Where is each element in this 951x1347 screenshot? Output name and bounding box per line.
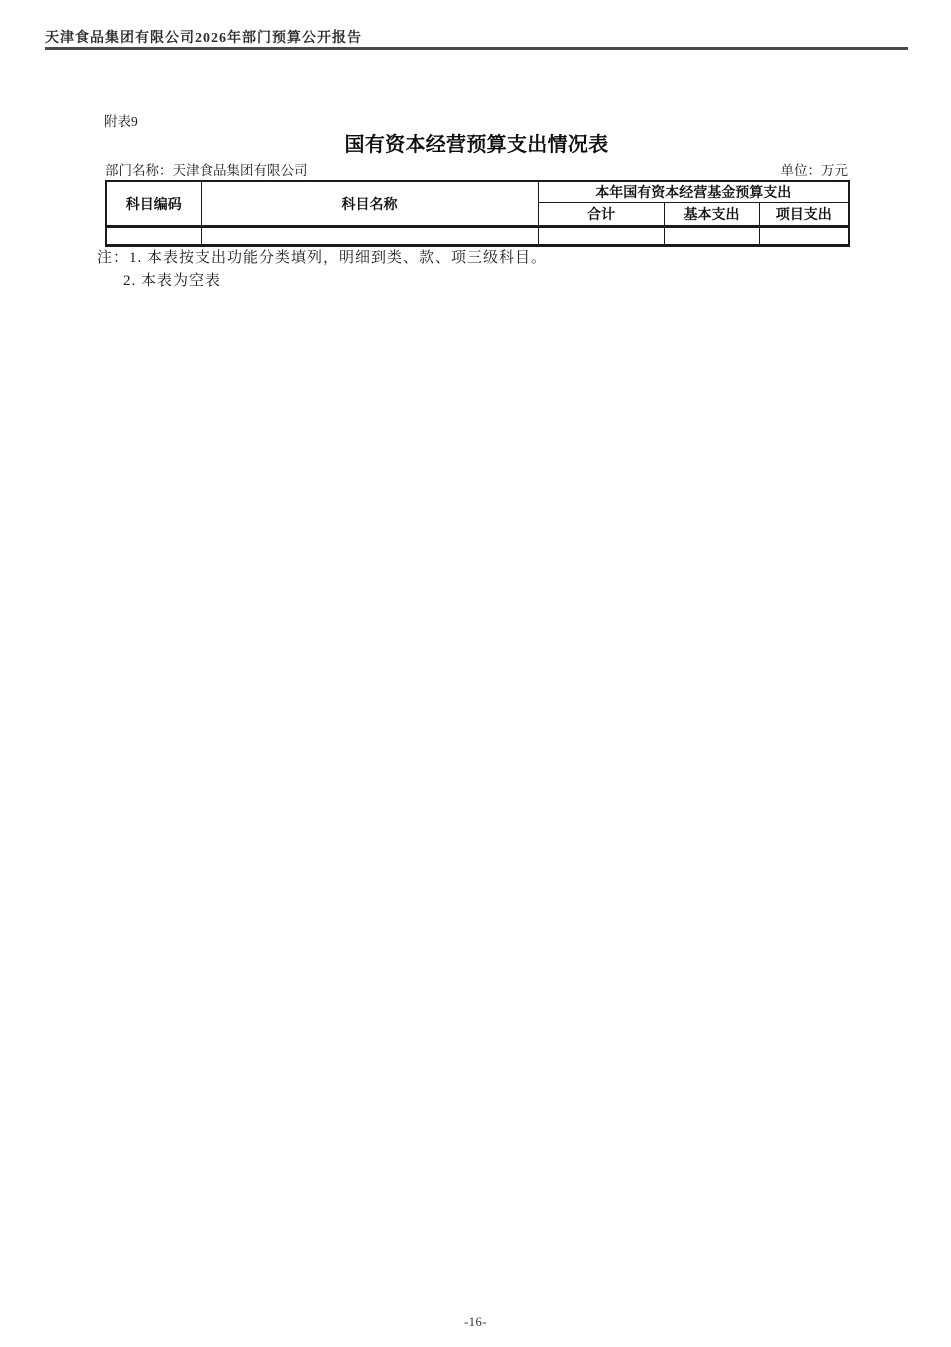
col-header-subject-code: 科目编码 — [106, 181, 201, 227]
report-title: 国有资本经营预算支出情况表 — [344, 134, 609, 156]
col-header-subject-name: 科目名称 — [201, 181, 538, 227]
table-meta-row — [105, 159, 848, 179]
col-header-basic-expenditure: 基本支出 — [664, 203, 759, 227]
attachment-label: 附表9 — [104, 114, 138, 129]
cell-project-expenditure — [759, 227, 849, 246]
running-header-title: 天津食品集团有限公司2026年部门预算公开报告 — [45, 31, 362, 46]
page-number: -16- — [464, 1315, 487, 1329]
cell-subject-code — [106, 227, 201, 246]
budget-table-body — [106, 227, 849, 246]
col-header-total: 合计 — [538, 203, 664, 227]
header-row-group — [106, 181, 849, 203]
cell-total — [538, 227, 664, 246]
col-group-header-fund-expenditure: 本年国有资本经营基金预算支出 — [538, 181, 849, 203]
unit-label: 单位：万元 — [780, 163, 848, 178]
budget-table — [105, 180, 850, 247]
cell-subject-name — [201, 227, 538, 246]
table-row — [106, 227, 849, 246]
table-notes — [97, 247, 547, 293]
cell-basic-expenditure — [664, 227, 759, 246]
header-rule — [45, 47, 908, 50]
department-name-label: 部门名称：天津食品集团有限公司 — [105, 163, 308, 178]
budget-table-header — [106, 181, 849, 227]
note-line-1: 注：1. 本表按支出功能分类填列，明细到类、款、项三级科目。 — [97, 250, 548, 266]
col-header-project-expenditure: 项目支出 — [759, 203, 849, 227]
note-line-2: 2. 本表为空表 — [123, 273, 222, 289]
